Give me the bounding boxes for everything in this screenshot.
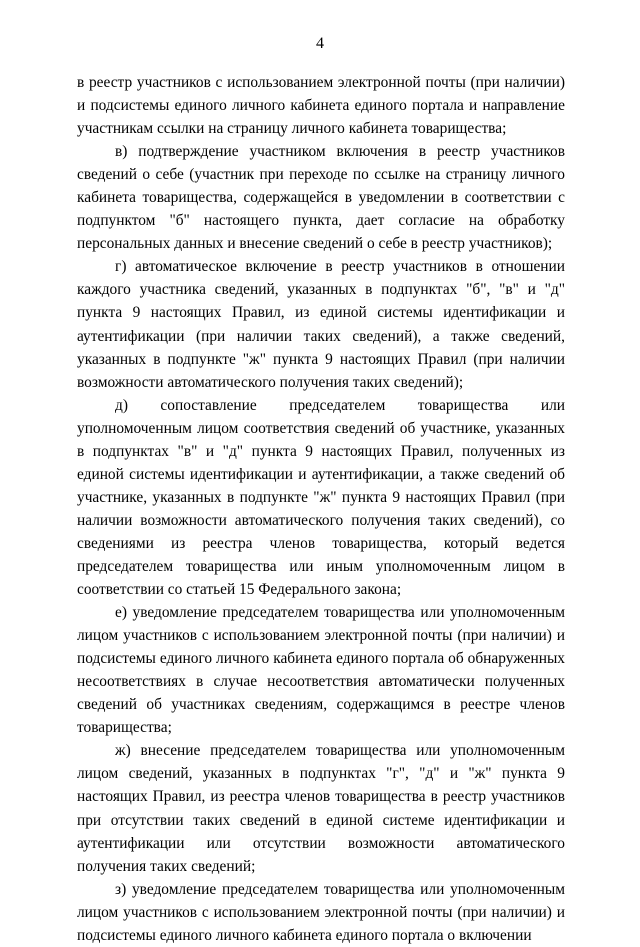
paragraph: в реестр участников с использованием электронной почты (при наличии) и подсистемы единого личного кабинета единого портала и направление участникам ссылки на страницу личного кабинета товарищества; <box>77 74 565 138</box>
paragraph-item-v: в) подтверждение участником включения в реестр участников сведений о себе (участник при переходе по ссылке на страницу личного кабинета товарищества, содержащейся в уведомлении в соответствии с подпунктом "б" настоящего пункта, дает согласие на обработку персональных данных и внесение сведений о себе в реестр участников); <box>77 143 565 253</box>
paragraph-item-g: г) автоматическое включение в реестр участников в отношении каждого участника сведений, указанных в подпунктах "б", "в" и "д" пункта 9 настоящих Правил, из единой системы идентификации и аутентификации (при наличии таких сведений), а также сведений, указанных в подпункте "ж" пункта 9 настоящих Правил (при наличии возможности автоматического получения таких сведений); <box>77 258 565 391</box>
paragraph-item-z: з) уведомление председателем товарищества или уполномоченным лицом участников с использованием электронной почты (при наличии) и подсистемы единого личного кабинета единого портала о включении <box>77 880 565 944</box>
page-number: 4 <box>316 35 324 52</box>
body-text <box>77 71 565 947</box>
paragraph-item-zh: ж) внесение председателем товарищества или уполномоченным лицом сведений, указанных в подпунктах "г", "д" и "ж" пункта 9 настоящих Правил, из реестра членов товарищества в реестр участников при отсутствии таких сведений в единой системе идентификации и аутентификации или отсутствии возможности автоматического получения таких сведений; <box>77 742 565 875</box>
paragraph-item-d: д) сопоставление председателем товарищества или уполномоченным лицом соответствия сведений об участнике, указанных в подпунктах "в" и "д" пункта 9 настоящих Правил, полученных из единой системы идентификации и аутентификации, а также сведений об участнике, указанных в подпункте "ж" пункта 9 настоящих Правил (при наличии возможности автоматического получения таких сведений), со сведениями из реестра членов товарищества, который ведется председателем товарищества или иным уполномоченным лицом в соответствии со статьей 15 Федерального закона; <box>77 396 565 599</box>
paragraph-item-e: е) уведомление председателем товарищества или уполномоченным лицом участников с использованием электронной почты (при наличии) и подсистемы единого личного кабинета единого портала об обнаруженных несоответствиях в случае несоответствия автоматически полученных сведений об участниках сведениям, содержащимся в реестре членов товарищества; <box>77 604 565 737</box>
